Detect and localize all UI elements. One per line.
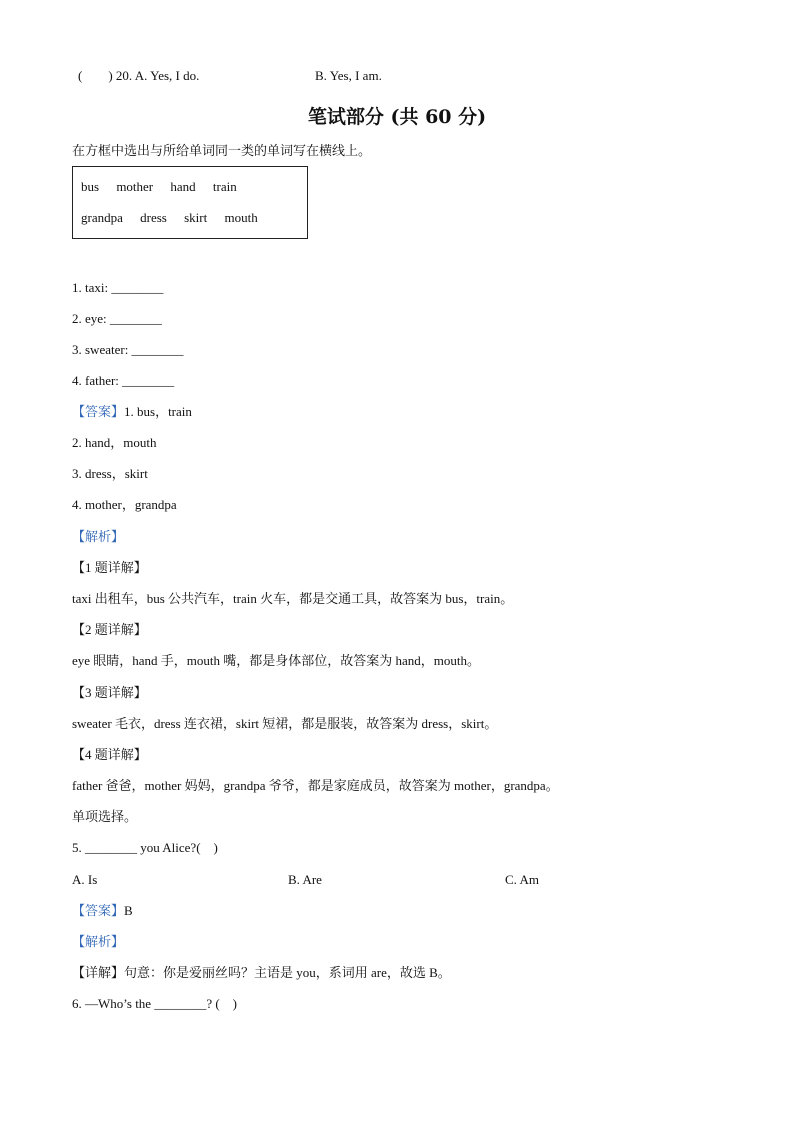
detail-tag: 【详解】 <box>72 965 125 980</box>
question-2: 2. eye: ________ <box>72 311 162 326</box>
answer-paren: ( ) <box>78 68 113 83</box>
detail-text-1: taxi 出租车，bus 公共汽车，train 火车，都是交通工具，故答案为 bus，train。 <box>72 591 514 606</box>
q20-option-a: 20. A. Yes, I do. <box>115 68 200 83</box>
section-title: 笔试部分 (共 60 分) <box>307 106 487 128</box>
mc-instruction: 单项选择。 <box>72 809 138 824</box>
q5-option-a: A. Is <box>72 872 98 887</box>
word: mother <box>116 179 154 194</box>
q20-option-b: B. Yes, I am. <box>315 68 382 83</box>
q20-paren-and-option-a <box>78 68 199 84</box>
detail-text-4: father 爸爸，mother 妈妈，grandpa 爷爷，都是家庭成员，故答案为 mother，grandpa。 <box>72 778 559 793</box>
q5-answer-block <box>72 903 133 919</box>
word: skirt <box>184 210 208 225</box>
detail-text-3: sweater 毛衣，dress 连衣裙，skirt 短裙，都是服装，故答案为 dress，skirt。 <box>72 716 498 731</box>
q5-detail <box>72 965 451 981</box>
word-box-row-2 <box>81 210 272 226</box>
q5-option-c: C. Am <box>505 872 539 887</box>
answer-tag: 【答案】 <box>72 404 125 419</box>
answer-tag: 【答案】 <box>72 903 125 918</box>
detail-tag-1: 【1 题详解】 <box>72 560 147 575</box>
answer-2: 2. hand，mouth <box>72 435 157 450</box>
q5-analysis-tag: 【解析】 <box>72 934 125 949</box>
detail-tag-2: 【2 题详解】 <box>72 622 147 637</box>
word: hand <box>170 179 196 194</box>
answer-block-1 <box>72 404 192 420</box>
detail-tag-4: 【4 题详解】 <box>72 747 147 762</box>
answer-4: 4. mother，grandpa <box>72 497 177 512</box>
word: mouth <box>224 210 258 225</box>
answer-1: 1. bus，train <box>124 404 192 419</box>
word: grandpa <box>81 210 123 225</box>
word-box-row-1 <box>81 179 251 195</box>
question-6: 6. —Who’s the ________? ( ) <box>72 996 238 1011</box>
instruction: 在方框中选出与所给单词同一类的单词写在横线上。 <box>72 143 372 158</box>
question-1: 1. taxi: ________ <box>72 280 164 295</box>
word: dress <box>140 210 167 225</box>
word: bus <box>81 179 100 194</box>
analysis-tag: 【解析】 <box>72 529 125 544</box>
question-4: 4. father: ________ <box>72 373 175 388</box>
detail-text-2: eye 眼睛，hand 手，mouth 嘴，都是身体部位，故答案为 hand，mouth。 <box>72 653 481 668</box>
question-3: 3. sweater: ________ <box>72 342 184 357</box>
word-box <box>72 166 308 239</box>
word: train <box>212 179 237 194</box>
question-5: 5. ________ you Alice?( ) <box>72 840 218 855</box>
q5-detail-text: 句意：你是爱丽丝吗？主语是 you，系词用 are，故选 B。 <box>124 965 451 980</box>
detail-tag-3: 【3 题详解】 <box>72 685 147 700</box>
answer-3: 3. dress，skirt <box>72 466 148 481</box>
q5-answer: B <box>124 903 133 918</box>
q5-option-b: B. Are <box>288 872 322 887</box>
